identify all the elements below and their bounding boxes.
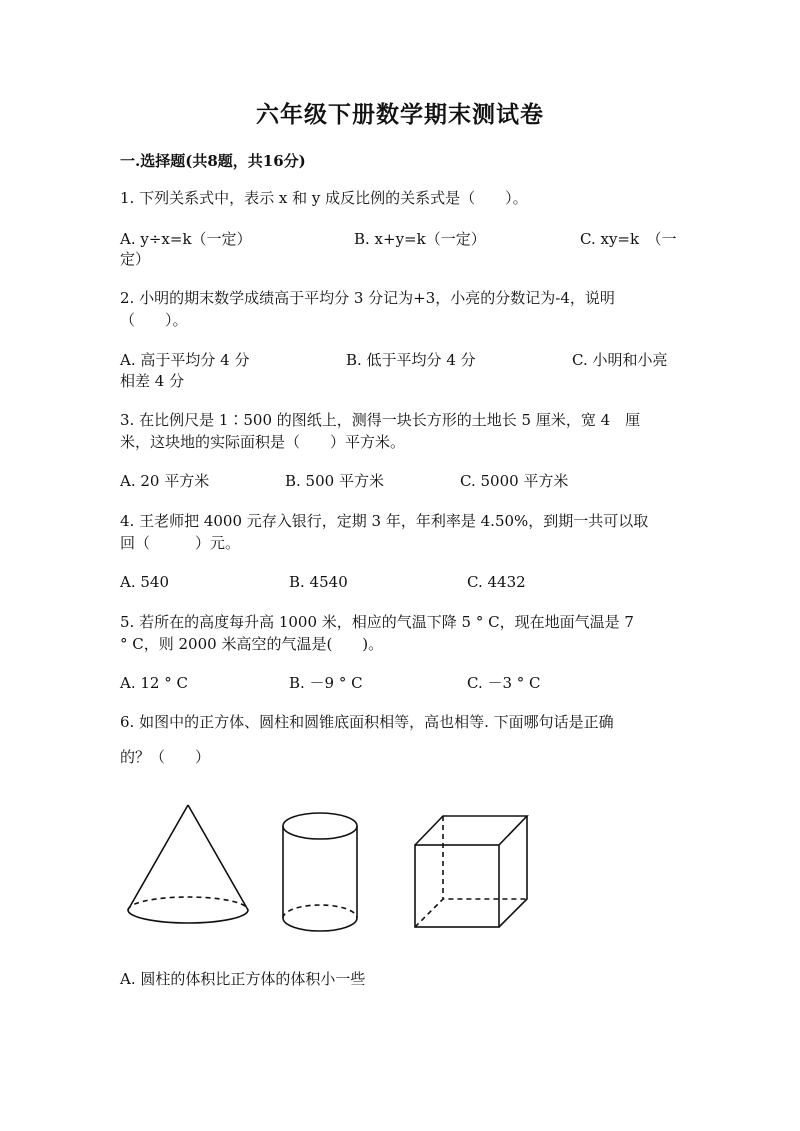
question-4-option-a: A. 540 [120,573,169,591]
question-2-stem-line1: 2. 小明的期末数学成绩高于平均分 3 分记为+3，小亮的分数记为-4，说明 [120,289,615,307]
cylinder-figure [283,813,357,931]
question-2-stem-line2: （ ）。 [120,311,188,329]
question-6-stem-line1: 6. 如图中的正方体、圆柱和圆锥底面积相等，高也相等. 下面哪句话是正确 [120,713,614,731]
question-3-option-b: B. 500 平方米 [285,472,384,490]
question-1-option-c: C. xy=k （一 [580,230,677,248]
question-1-option-a: A. y÷x=k（一定） [120,230,252,248]
question-4-stem-line2: 回（ ）元。 [120,534,241,552]
question-3-stem-line1: 3. 在比例尺是 1∶500 的图纸上，测得一块长方形的土地长 5 厘米，宽 4 厘 [120,411,641,429]
cone-base-front [128,910,248,923]
cylinder-base-back [283,905,357,918]
cylinder-top [283,813,357,839]
cylinder-base-front [283,918,357,931]
question-2-option-b: B. 低于平均分 4 分 [346,351,476,369]
question-6-stem-line2: 的？（ ） [120,748,211,766]
cube-right-edges [499,816,527,927]
cube-figure [415,816,527,927]
question-2-option-a: A. 高于平均分 4 分 [120,351,250,369]
section-heading: 一.选择题(共8题，共16分) [120,152,306,170]
question-5-stem-line2: ° C，则 2000 米高空的气温是( )。 [120,635,384,653]
cone-figure [128,805,248,923]
question-3-option-a: A. 20 平方米 [120,472,210,490]
cube-top-face [415,816,527,845]
question-5-option-c: C. －3 ° C [467,674,541,692]
question-1-option-c-wrap: 定） [120,250,151,268]
solid-figures [110,790,550,940]
question-5-stem-line1: 5. 若所在的高度每升高 1000 米，相应的气温下降 5 ° C，现在地面气温是 7 [120,613,634,631]
question-1-stem: 1. 下列关系式中，表示 x 和 y 成反比例的关系式是（ ）。 [120,189,528,207]
question-4-stem-line1: 4. 王老师把 4000 元存入银行，定期 3 年，年利率是 4.50%，到期一共可以取 [120,512,649,530]
question-5-option-a: A. 12 ° C [120,674,188,692]
question-6-option-a: A. 圆柱的体积比正方体的体积小一些 [120,970,366,988]
question-2-option-c: C. 小明和小亮 [572,351,668,369]
question-5-option-b: B. －9 ° C [289,674,363,692]
question-3-option-c: C. 5000 平方米 [460,472,569,490]
cone-right-edge [188,805,248,910]
question-2-option-c-wrap: 相差 4 分 [120,372,185,390]
question-4-option-b: B. 4540 [289,573,348,591]
page-title: 六年级下册数学期末测试卷 [256,101,544,128]
cone-base-back [128,897,248,910]
cube-hidden-bottom [415,899,527,927]
question-3-stem-line2: 米，这块地的实际面积是（ ）平方米。 [120,433,406,451]
cone-left-edge [128,805,188,910]
question-4-option-c: C. 4432 [467,573,526,591]
question-1-option-b: B. x+y=k（一定） [354,230,486,248]
cube-front-face [415,845,499,927]
